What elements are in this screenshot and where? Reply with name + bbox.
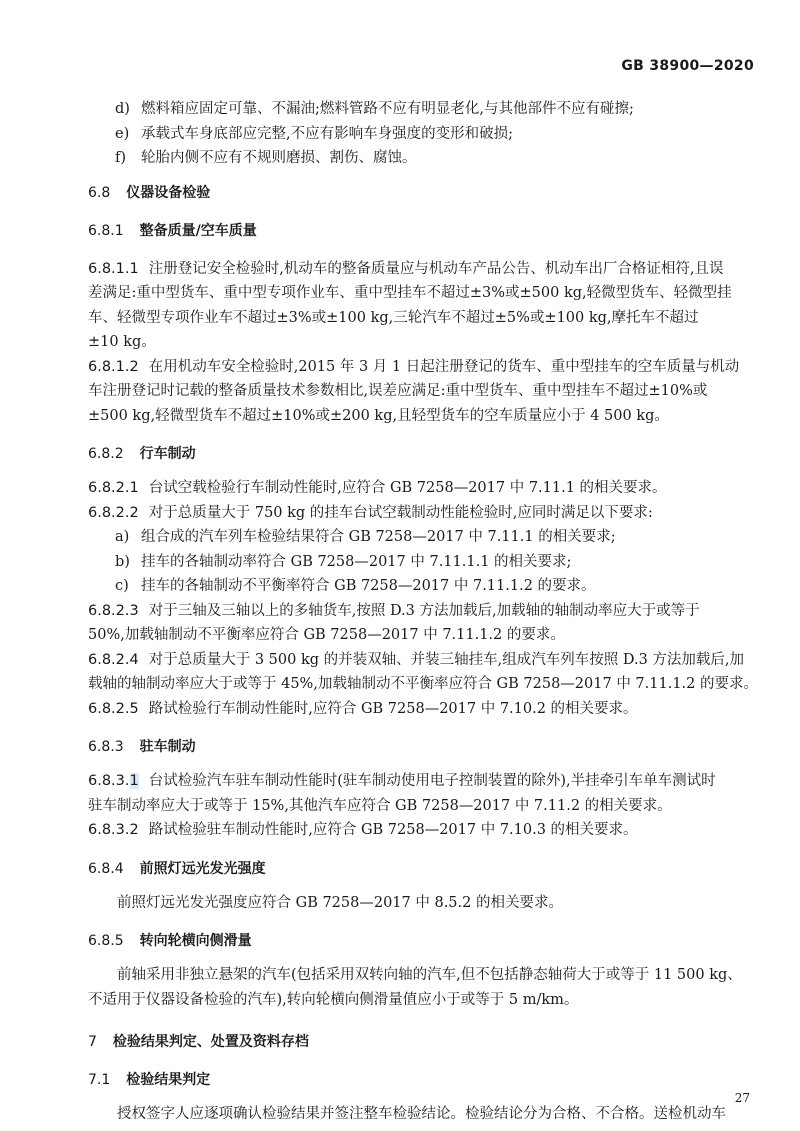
clause-6-8-2-3 <box>88 599 760 648</box>
clause-6-8-2-1 <box>88 476 760 501</box>
standard-code-header: GB 38900—2020 <box>621 58 754 74</box>
section-number: 6.8.1 <box>88 222 124 239</box>
section-6-8-1-heading <box>88 219 760 243</box>
clause-number: 6.8.2.2 <box>88 504 139 521</box>
clause-6-8-1-2 <box>88 355 760 429</box>
section-6-8-3-heading <box>88 735 760 759</box>
list-text: 组合成的汽车列车检验结果符合 GB 7258—2017 中 7.11.1 的相关要求; <box>141 529 616 545</box>
section-7-1-heading <box>88 1068 760 1092</box>
list-label: f) <box>115 150 127 166</box>
list-label: e) <box>115 125 130 142</box>
list-label: a) <box>115 529 130 545</box>
clause-text: 路试检验行车制动性能时,应符合 GB 7258—2017 中 7.10.2 的相关要求。 <box>148 700 638 717</box>
clause-line: ±10 kg。 <box>88 334 156 350</box>
section-number: 7 <box>88 1034 97 1050</box>
list-label: b) <box>115 553 130 570</box>
clause-line: 在用机动车安全检验时,2015 年 3 月 1 日起注册登记的货车、重中型挂车的空车质量与机动 <box>148 358 740 375</box>
list-label: c) <box>115 578 129 594</box>
clause-number: 6.8.3.1 <box>88 773 139 789</box>
clause-line: 驻车制动率应大于或等于 15%,其他汽车应符合 GB 7258—2017 中 7.11.2 的相关要求。 <box>88 797 672 814</box>
section-title: 转向轮横向侧滑量 <box>139 933 252 949</box>
section-6-8-5-heading <box>88 929 760 953</box>
paragraph-7-1: 授权签字人应逐项确认检验结果并签注整车检验结论。检验结论分为合格、不合格。送检机动车 <box>117 1106 726 1122</box>
section-title: 仪器设备检验 <box>126 184 211 201</box>
list-item-e <box>88 122 760 147</box>
list-text: 挂车的各轴制动不平衡率符合 GB 7258—2017 中 7.11.1.2 的要求。 <box>141 578 596 594</box>
paragraph-6-8-4: 前照灯远光发光强度应符合 GB 7258—2017 中 8.5.2 的相关要求。 <box>117 894 563 911</box>
list-text: 轮胎内侧不应有不规则磨损、割伤、腐蚀。 <box>141 150 417 166</box>
clause-6-8-3-1 <box>88 769 760 818</box>
clause-line: 差满足:重中型货车、重中型专项作业车、重中型挂车不超过±3%或±500 kg,轻微型货车、轻微型挂 <box>88 285 732 301</box>
list-label: d) <box>115 101 130 117</box>
clause-line: 注册登记安全检验时,机动车的整备质量应与机动车产品公告、机动车出厂合格证相符,且误 <box>148 260 724 277</box>
clause-line: 对于总质量大于 3 500 kg 的并装双轴、并装三轴挂车,组成汽车列车按照 D.3 方法加载后,加 <box>148 651 745 668</box>
page-number: 27 <box>734 1091 750 1105</box>
section-number: 6.8 <box>88 184 111 201</box>
section-6-8-4-heading <box>88 857 760 881</box>
section-7-heading <box>88 1030 760 1054</box>
clause-line: 对于三轴及三轴以上的多轴货车,按照 D.3 方法加载后,加载轴的轴制动率应大于或等于 <box>148 602 700 619</box>
list-text: 承载式车身底部应完整,不应有影响车身强度的变形和破损; <box>141 125 513 142</box>
section-title: 行车制动 <box>139 446 196 462</box>
paragraph-line: 前轴采用非独立悬架的汽车(包括采用双转向轴的汽车,但不包括静态轴荷大于或等于 11 500 kg、 <box>117 967 742 983</box>
list-item-d <box>88 97 760 122</box>
list-item-b <box>88 550 760 575</box>
clause-line: 载轴的轴制动率应大于或等于 45%,加载轴制动不平衡率应符合 GB 7258—2017 中 7.11.1.2 的要求。 <box>88 676 758 692</box>
section-number: 7.1 <box>88 1072 111 1088</box>
section-title: 前照灯远光发光强度 <box>139 860 266 877</box>
list-item-f <box>88 146 760 171</box>
clause-line: 车、轻微型专项作业车不超过±3%或±100 kg,三轮汽车不超过±5%或±100 kg,摩托车不超过 <box>88 309 699 326</box>
section-number: 6.8.5 <box>88 933 124 949</box>
section-number: 6.8.4 <box>88 860 124 877</box>
clause-6-8-2-2 <box>88 501 760 526</box>
clause-number: 6.8.2.3 <box>88 602 139 619</box>
clause-6-8-2-4 <box>88 648 760 697</box>
clause-number: 6.8.1.2 <box>88 358 139 375</box>
clause-6-8-2-5 <box>88 697 760 722</box>
clause-line: 车注册登记时记载的整备质量技术参数相比,误差应满足:重中型货车、重中型挂车不超过±10%或 <box>88 383 708 399</box>
section-6-8-heading <box>88 181 760 205</box>
text-selection-highlight: 1 <box>129 773 139 789</box>
clause-number: 6.8.3.2 <box>88 822 139 838</box>
list-item-c <box>88 574 760 599</box>
clause-number: 6.8.2.4 <box>88 651 139 668</box>
section-6-8-2-heading <box>88 442 760 466</box>
list-item-a <box>88 525 760 550</box>
paragraph-line: 不适用于仪器设备检验的汽车),转向轮横向侧滑量值应小于或等于 5 m/km。 <box>88 991 579 1008</box>
clause-text: 路试检验驻车制动性能时,应符合 GB 7258—2017 中 7.10.3 的相关要求。 <box>148 822 638 838</box>
list-6-8-2-2 <box>88 525 760 599</box>
section-title: 检验结果判定、处置及资料存档 <box>112 1034 309 1050</box>
clause-line: 台试检验汽车驻车制动性能时(驻车制动使用电子控制装置的除外),半挂牵引车单车测试时 <box>148 773 716 789</box>
list-text: 挂车的各轴制动率符合 GB 7258—2017 中 7.11.1.1 的相关要求; <box>141 553 572 570</box>
clause-line: ±500 kg,轻微型货车不超过±10%或±200 kg,且轻型货车的空车质量应小于 4 500 kg。 <box>88 407 669 424</box>
list-top <box>88 97 760 171</box>
clause-text: 对于总质量大于 750 kg 的挂车台试空载制动性能检验时,应同时满足以下要求: <box>148 504 653 521</box>
clause-number: 6.8.2.5 <box>88 700 139 717</box>
section-number: 6.8.2 <box>88 446 124 462</box>
clause-6-8-3-2 <box>88 818 760 843</box>
clause-line: 50%,加载轴制动不平衡率应符合 GB 7258—2017 中 7.11.1.2 的要求。 <box>88 627 565 643</box>
paragraph-6-8-5 <box>88 963 760 1012</box>
clause-text: 台试空载检验行车制动性能时,应符合 GB 7258—2017 中 7.11.1 的相关要求。 <box>148 480 667 496</box>
list-text: 燃料箱应固定可靠、不漏油;燃料管路不应有明显老化,与其他部件不应有碰擦; <box>141 101 634 117</box>
section-title: 驻车制动 <box>139 739 196 755</box>
document-body <box>88 97 760 1127</box>
section-title: 整备质量/空车质量 <box>139 222 257 239</box>
clause-6-8-1-1 <box>88 257 760 355</box>
section-number: 6.8.3 <box>88 739 124 755</box>
clause-number: 6.8.1.1 <box>88 260 139 277</box>
section-title: 检验结果判定 <box>126 1072 211 1088</box>
clause-number: 6.8.2.1 <box>88 480 139 496</box>
